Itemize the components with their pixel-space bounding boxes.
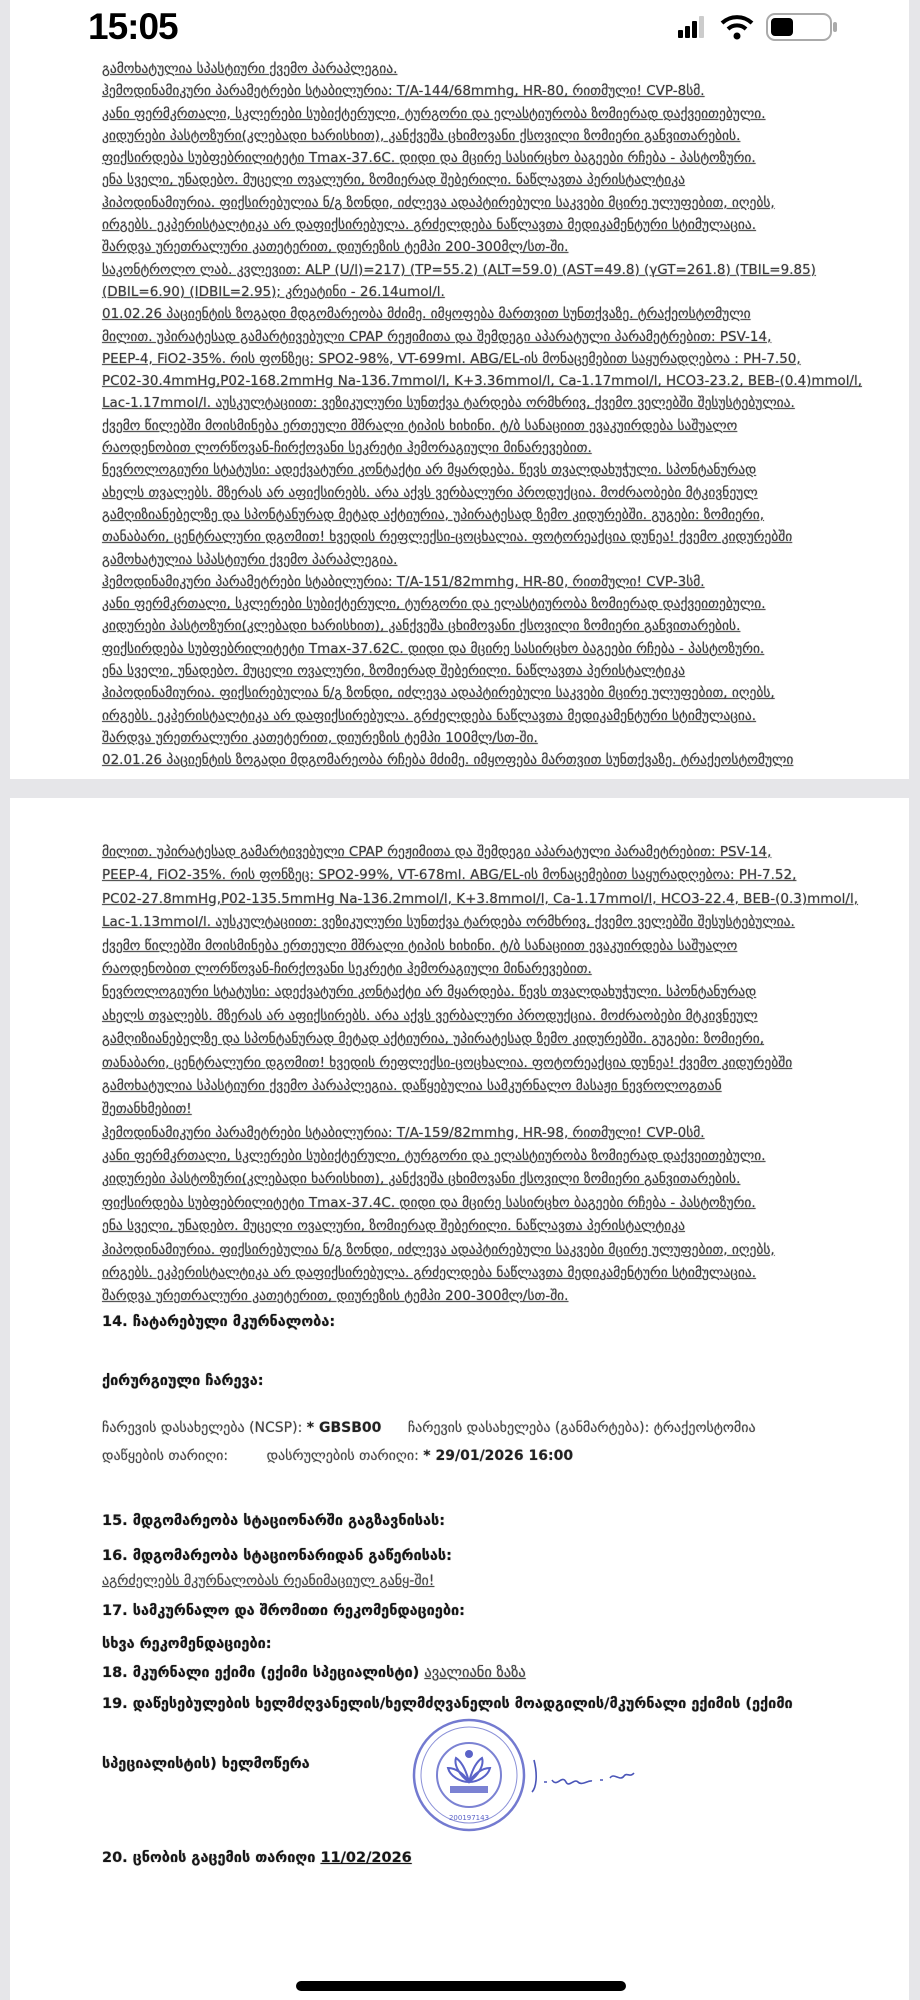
official-stamp xyxy=(410,1716,528,1834)
text-line: კანი ფერმკრთალი, სკლერები სუბიქტერული, ტურგორი და ელასტიურობა ზომიერად დაქვეითებული. xyxy=(102,596,766,613)
text-line: გამღიზიანებელზე და სპონტანურად მეტად აქტიურია, უპირატესად ზემო კიდურებში. გუგები: ზომიერი, xyxy=(102,506,765,523)
text-line: კიდურები პასტოზური(კლებადი ხარისხით), კანქვეშა ცხიმოვანი ქსოვილი ზომიერი განვითარების. xyxy=(102,618,741,635)
text-line: ქვემო წილებში მოისმინება ერთეული მშრალი ტიპის ხიხინი. ტ/ბ სანაციით ევაკუირდება საშუალო xyxy=(102,937,738,954)
text-line: ირგებს. ეკპერისტალტიკა არ დაფიქსირებულა. გრძელდება ნაწლავთა მედიკამენტური სტიმულაცია. xyxy=(102,1265,757,1282)
text-line: საკონტროლო ლაბ. კვლევით: ALP (U/l)=217) (TP=55.2) (ALT=59.0) (AST=49.8) (γGT=261.8) (TBIL=9.85) xyxy=(102,261,816,278)
text-line: შეთანხმებით! xyxy=(102,1101,192,1118)
explain-value: ტრაქეოსტომია xyxy=(653,1420,756,1436)
text-line: გამოხატულია სპასტიური ქვემო პარაპლეგია. xyxy=(102,551,398,568)
start-date-label: დაწყების თარიღი: xyxy=(102,1448,229,1464)
text-line: კიდურები პასტოზური(კლებადი ხარისხით), კანქვეშა ცხიმოვანი ქსოვილი ზომიერი განვითარების. xyxy=(102,127,741,144)
text-line: PC02-30.4mmHg,P02-168.2mmHg Na-136.7mmol/l, K+3.36mmol/l, Ca-1.17mmol/l, HCO3-23.2, BEB-(0.4)mmol/l, xyxy=(102,373,862,390)
surgery-row-1 xyxy=(102,1420,756,1436)
page1-text xyxy=(102,58,867,772)
ncsp-label: ჩარევის დასახელება (NCSP): xyxy=(102,1420,303,1436)
text-line: შარდვა ურეთრალური კათეტერით, დიურეზის ტემპი 200-300მლ/სთ-ში. xyxy=(102,1288,569,1305)
text-line: თანაბარი, ცენტრალური დგომით! ხვედის რეფლექსი-ცოცხალია. ფოტორეაქცია დუნეა! ქვემო კიდურებში xyxy=(102,1054,793,1071)
text-line: გამოხატულია სპასტიური ქვემო პარაპლეგია. xyxy=(102,61,398,77)
text-line: თანაბარი, ცენტრალური დგომით! ხვედის რეფლექსი-ცოცხალია. ფოტორეაქცია დუნეა! ქვემო კიდურებში xyxy=(102,529,793,546)
text-line: ენა სველი, უნადებო. მუცელი ოვალური, ზომიერად შებერილი. ნაწლავთა პერისტალტიკა xyxy=(102,172,685,189)
section-19-heading: 19. დაწესებულების ხელმძღვანელის/ხელმძღვანელის მოადგილის/მკურნალი ექიმის (ექიმი xyxy=(102,1696,793,1712)
text-line: ქვემო წილებში მოისმინება ერთეული მშრალი ტიპის ხიხინი. ტ/ბ სანაციით ევაკუირდება საშუალო xyxy=(102,417,738,434)
text-line: ირგებს. ეკპერისტალტიკა არ დაფიქსირებულა. გრძელდება ნაწლავთა მედიკამენტური სტიმულაცია. xyxy=(102,707,757,724)
text-line: 02.01.26 პაციენტის ზოგადი მდგომარეობა რჩება მძიმე. იმყოფება მართვით სუნთქვაზე. ტრაქეოსტომული xyxy=(102,752,794,769)
text-line: Lac-1.17mmol/l. აუსკულტაციით: ვეზიკულური სუნთქვა ტარდება ორმხრივ, ქვემო ველებში შესუსტებულია. xyxy=(102,395,795,412)
section-16-heading: 16. მდგომარეობა სტაციონარიდან გაწერისას: xyxy=(102,1548,452,1564)
home-indicator[interactable] xyxy=(296,1981,626,1991)
text-line: ახელს თვალებს. მზერას არ აფიქსირებს. არა აქვს ვერბალური პროდუქცია. მოძრაობები მტკივნეულ xyxy=(102,484,758,501)
text-line: ნევროლოგიური სტატუსი: ადექვატური კონტაქტი არ მყარდება. წევს თვალდახუჭული. სპონტანურად xyxy=(102,984,757,1001)
text-line: ჰიპოდინამიურია. ფიქსირებულია ნ/გ ზონდი, იძლევა ადაპტირებული საკვები მცირე ულუფებით, იღებს, xyxy=(102,194,775,211)
surgery-row-2 xyxy=(102,1448,573,1464)
text-line: რაოდენობით ლორწოვან-ჩირქოვანი სეკრეტი ჰემორაგიული მინარევებით. xyxy=(102,440,592,457)
ncsp-value: * GBSB00 xyxy=(306,1420,382,1436)
signal-icon xyxy=(678,16,706,38)
text-line: ახელს თვალებს. მზერას არ აფიქსირებს. არა აქვს ვერბალური პროდუქცია. მოძრაობები მტკივნეულ xyxy=(102,1007,758,1024)
text-line: PC02-27.8mmHg,P02-135.5mmHg Na-136.2mmol/l, K+3.8mmol/l, Ca-1.17mmol/l, HCO3-22.4, BEB-(0.3)mmol/l, xyxy=(102,890,859,907)
stamp-number: 200197143 xyxy=(448,1814,490,1822)
explain-label: ჩარევის დასახელება (განმარტება): xyxy=(407,1420,650,1436)
handwritten-signature xyxy=(530,1756,640,1796)
text-line: გამოხატულია სპასტიური ქვემო პარაპლეგია. დაწყებულია სამკურნალო მასაჟი ნევროლოგთან xyxy=(102,1077,722,1094)
surgery-heading: ქირურგიული ჩარევა: xyxy=(102,1373,264,1389)
text-line: ირგებს. ეკპერისტალტიკა არ დაფიქსირებულა. გრძელდება ნაწლავთა მედიკამენტური სტიმულაცია. xyxy=(102,217,757,234)
status-time: 15:05 xyxy=(88,6,178,47)
battery-icon xyxy=(766,12,838,42)
text-line: ჰიპოდინამიურია. ფიქსირებულია ნ/გ ზონდი, იძლევა ადაპტირებული საკვები მცირე ულუფებით, იღებს, xyxy=(102,685,775,702)
text-line: ფიქსირდება სუბფებრილიტეტი Tmax-37.4C. დიდი და მცირე სასირცხო ბაგეები რჩება - პასტოზური. xyxy=(102,1194,756,1211)
text-line: კიდურები პასტოზური(კლებადი ხარისხით), კანქვეშა ცხიმოვანი ქსოვილი ზომიერი განვითარების. xyxy=(102,1171,741,1188)
section-20 xyxy=(102,1850,412,1866)
text-line: შარდვა ურეთრალური კათეტერით, დიურეზის ტემპი 100მლ/სთ-ში. xyxy=(102,729,538,746)
text-line: ჰემოდინამიკური პარამეტრები სტაბილურია: T/A-144/68mmhg, HR-80, რითმული! CVP-8სმ. xyxy=(102,83,705,100)
end-date-label: დასრულების თარიღი: xyxy=(266,1448,419,1464)
text-line: შარდვა ურეთრალური კათეტერით, დიურეზის ტემპი 200-300მლ/სთ-ში. xyxy=(102,239,569,256)
issue-date: 11/02/2026 xyxy=(320,1850,412,1866)
text-line: ჰიპოდინამიურია. ფიქსირებულია ნ/გ ზონდი, იძლევა ადაპტირებული საკვები მცირე ულუფებით, იღებს, xyxy=(102,1241,775,1258)
text-line: ენა სველი, უნადებო. მუცელი ოვალური, ზომიერად შებერილი. ნაწლავთა პერისტალტიკა xyxy=(102,663,685,680)
text-line: PEEP-4, FiO2-35%. რის ფონზეც: SPO2-98%, VT-699ml. ABG/EL-ის მონაცემებით საყურადღებოა : PH-7.50, xyxy=(102,350,801,367)
text-line: ჰემოდინამიკური პარამეტრები სტაბილურია: T/A-151/82mmhg, HR-80, რითმული! CVP-3სმ. xyxy=(102,573,705,590)
document-page-1 xyxy=(10,0,909,779)
section-18 xyxy=(102,1665,526,1681)
text-line: რაოდენობით ლორწოვან-ჩირქოვანი სეკრეტი ჰემორაგიული მინარევებით. xyxy=(102,960,592,977)
text-line: ჰემოდინამიკური პარამეტრები სტაბილურია: T/A-159/82mmhg, HR-98, რითმული! CVP-0სმ. xyxy=(102,1124,705,1141)
attending-doctor-name: ავალიანი ზაზა xyxy=(424,1665,526,1681)
text-line: მილით. უპირატესად გამარტივებული CPAP რეჟიმითა და შემდეგი აპარატული პარამეტრებით: PSV-14, xyxy=(102,844,772,860)
section-15-heading: 15. მდგომარეობა სტაციონარში გაგზავნისას: xyxy=(102,1513,446,1529)
text-line: კანი ფერმკრთალი, სკლერები სუბიქტერული, ტურგორი და ელასტიურობა ზომიერად დაქვეითებული. xyxy=(102,105,766,122)
text-line: გამღიზიანებელზე და სპონტანურად მეტად აქტიურია, უპირატესად ზემო კიდურებში. გუგები: ზომიერი, xyxy=(102,1031,765,1048)
section-17-heading: 17. სამკურნალო და შრომითი რეკომენდაციები: xyxy=(102,1603,465,1619)
text-line: 01.02.26 პაციენტის ზოგადი მდგომარეობა მძიმე. იმყოფება მართვით სუნთქვაზე. ტრაქეოსტომული xyxy=(102,306,751,323)
text-line: მილით. უპირატესად გამარტივებული CPAP რეჟიმითა და შემდეგი აპარატული პარამეტრებით: PSV-14, xyxy=(102,328,772,345)
end-date-value: * 29/01/2026 16:00 xyxy=(423,1448,574,1464)
text-line: (DBIL=6.90) (IDBIL=2.95); კრეატინი - 26.14umol/l. xyxy=(102,283,445,300)
section-20-label: 20. ცნობის გაცემის თარიღი xyxy=(102,1850,316,1866)
section-19-continued: სპეციალისტის) ხელმოწერა xyxy=(102,1756,310,1772)
text-line: ფიქსირდება სუბფებრილიტეტი Tmax-37.62C. დიდი და მცირე სასირცხო ბაგეები რჩება - პასტოზური. xyxy=(102,640,765,657)
page2-text xyxy=(102,841,858,1309)
text-line: ენა სველი, უნადებო. მუცელი ოვალური, ზომიერად შებერილი. ნაწლავთა პერისტალტიკა xyxy=(102,1218,685,1235)
section-14-heading: 14. ჩატარებული მკურნალობა: xyxy=(102,1314,336,1330)
section-18-label: 18. მკურნალი ექიმი (ექიმი სპეციალისტი) xyxy=(102,1665,420,1681)
section-16-value: აგრძელებს მკურნალობას რეანიმაციულ განყ-ში! xyxy=(102,1573,435,1589)
text-line: PEEP-4, FiO2-35%. რის ფონზეც: SPO2-99%, VT-678ml. ABG/EL-ის მონაცემებით საყურადღებოა: PH-7.52, xyxy=(102,867,797,884)
text-line: ფიქსირდება სუბფებრილიტეტი Tmax-37.6C. დიდი და მცირე სასირცხო ბაგეები რჩება - პასტოზური. xyxy=(102,150,756,167)
text-line: ნევროლოგიური სტატუსი: ადექვატური კონტაქტი არ მყარდება. წევს თვალდახუჭული. სპონტანურად xyxy=(102,462,757,479)
wifi-icon xyxy=(720,14,754,40)
other-recommendations-heading: სხვა რეკომენდაციები: xyxy=(102,1636,272,1652)
text-line: Lac-1.13mmol/l. აუსკულტაციით: ვეზიკულური სუნთქვა ტარდება ორმხრივ, ქვემო ველებში შესუსტებულია. xyxy=(102,914,795,931)
text-line: კანი ფერმკრთალი, სკლერები სუბიქტერული, ტურგორი და ელასტიურობა ზომიერად დაქვეითებული. xyxy=(102,1148,766,1165)
document-page-2 xyxy=(10,798,909,2000)
